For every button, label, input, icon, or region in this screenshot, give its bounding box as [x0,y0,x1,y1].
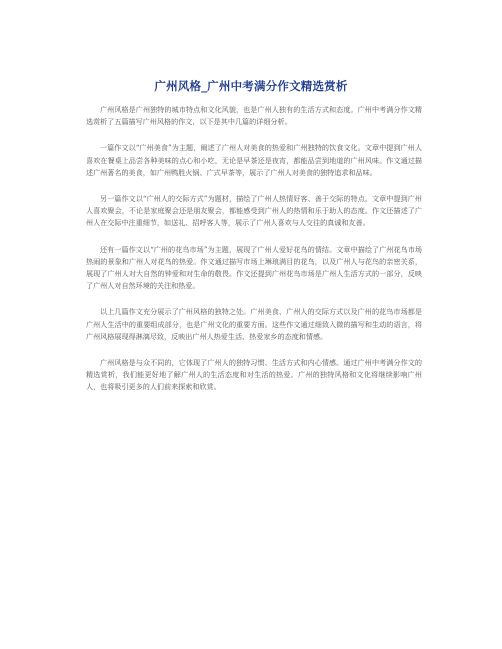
paragraph: 还有一篇作文以“广州的花鸟市场”为主题，展现了广州人爱好花鸟的情结。文章中描绘了广州花鸟市场热闹的景象和广州人对花鸟的热爱。作文通过描写市场上琳琅满目的花鸟，以及广州人与花鸟的亲密关系，展现了广州人对大自然的钟爱和对生命的敬畏。作文还提到广州花鸟市场是广州人生活方式的一部分，反映了广州人对自然环境的关注和热爱。 [86,244,422,291]
paragraph: 另一篇作文以“广州人的交际方式”为题材，描绘了广州人热情好客、善于交际的特点。文章中提到广州人喜欢聚会，不论是家庭聚会还是朋友聚会，都能感受到广州人的热情和乐于助人的态度。作文还描述了广州人在交际中注重细节，如送礼、招呼客人等，展示了广州人喜欢与人交往的真诚和友善。 [86,194,422,228]
paragraph: 广州风格是广州独特的城市特点和文化风貌，也是广州人独有的生活方式和态度。广州中考满分作文精选赏析了五篇描写广州风格的作文，以下是其中几篇的详细分析。 [86,105,422,127]
paragraph: 一篇作文以“广州美食”为主题，阐述了广州人对美食的热爱和广州独特的饮食文化。文章中提到广州人喜欢在餐桌上品尝各种美味的点心和小吃，无论是早茶还是夜宵，都能品尝到地道的广州风味。作文通过描述广州著名的美食，如广州鸭胜火锅、广式早茶等，展示了广州人对美食的独特追求和品味。 [86,143,422,177]
document-title: 广州风格_广州中考满分作文精选赏析 [154,79,348,93]
paragraph: 以上几篇作文充分展示了广州风格的独特之处。广州美食、广州人的交际方式以及广州的花鸟市场都是广州人生活中的重要组成部分，也是广州文化的重要方面。这些作文通过细致入微的描写和生动的语言，将广州风格展现得淋漓尽致，反映出广州人热爱生活、热爱家乡的态度和情感。 [86,307,422,341]
document-body [86,104,422,408]
paragraph: 广州风格是与众不同的，它体现了广州人的独特习惯、生活方式和内心情感。通过广州中考满分作文的精选赏析，我们能更好地了解广州人的生活态度和对生活的热爱。广州的独特风格和文化将继续影响广州人，也将吸引更多的人们前来探索和欣赏。 [86,358,422,392]
